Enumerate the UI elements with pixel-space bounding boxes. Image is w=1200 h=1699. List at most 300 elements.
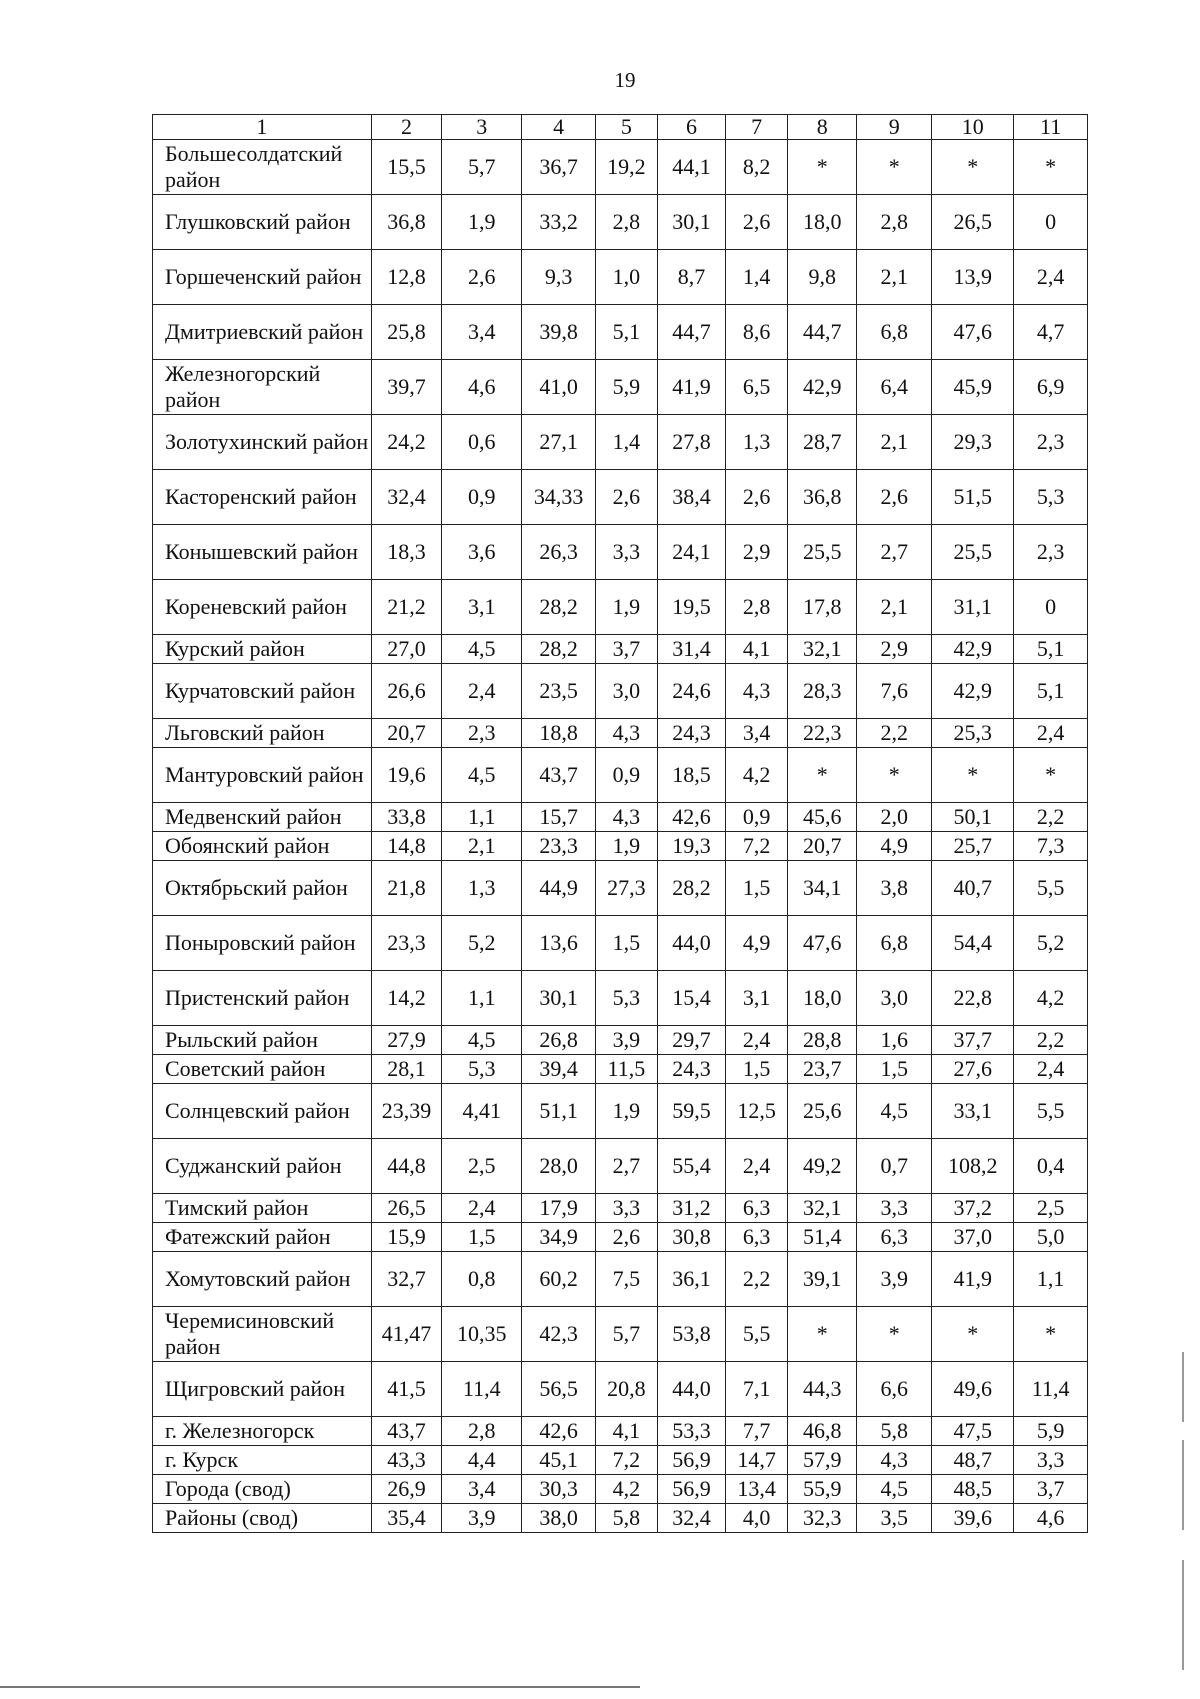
region-name-cell: Конышевский район xyxy=(153,525,372,580)
value-cell: 5,3 xyxy=(442,1055,522,1084)
value-cell: 3,9 xyxy=(442,1504,522,1533)
region-name-cell: г. Курск xyxy=(153,1446,372,1475)
value-cell: 6,9 xyxy=(1014,360,1088,415)
value-cell: 9,8 xyxy=(788,250,857,305)
value-cell: 53,3 xyxy=(657,1417,725,1446)
value-cell: 1,9 xyxy=(595,580,657,635)
value-cell: 2,4 xyxy=(442,664,522,719)
value-cell: 30,1 xyxy=(657,195,725,250)
value-cell: 2,4 xyxy=(1014,250,1088,305)
value-cell: 4,6 xyxy=(1014,1504,1088,1533)
value-cell: 6,3 xyxy=(857,1223,932,1252)
value-cell: 13,6 xyxy=(522,916,596,971)
value-cell: 6,4 xyxy=(857,360,932,415)
value-cell: 57,9 xyxy=(788,1446,857,1475)
region-name-cell: Пристенский район xyxy=(153,971,372,1026)
value-cell: 9,3 xyxy=(522,250,596,305)
value-cell: 39,6 xyxy=(932,1504,1014,1533)
value-cell: 25,5 xyxy=(788,525,857,580)
value-cell: 6,3 xyxy=(726,1223,788,1252)
value-cell: 44,8 xyxy=(371,1139,441,1194)
value-cell: 37,2 xyxy=(932,1194,1014,1223)
value-cell: * xyxy=(788,1307,857,1362)
value-cell: 26,9 xyxy=(371,1475,441,1504)
value-cell: 33,8 xyxy=(371,803,441,832)
value-cell: 2,6 xyxy=(442,250,522,305)
value-cell: 5,7 xyxy=(595,1307,657,1362)
value-cell: 25,6 xyxy=(788,1084,857,1139)
value-cell: 4,4 xyxy=(442,1446,522,1475)
value-cell: 26,5 xyxy=(371,1194,441,1223)
value-cell: 5,3 xyxy=(595,971,657,1026)
value-cell: 56,9 xyxy=(657,1446,725,1475)
value-cell: 32,1 xyxy=(788,1194,857,1223)
value-cell: 23,3 xyxy=(371,916,441,971)
region-name-cell: Фатежский район xyxy=(153,1223,372,1252)
value-cell: 38,4 xyxy=(657,470,725,525)
value-cell: * xyxy=(932,1307,1014,1362)
value-cell: 11,4 xyxy=(442,1362,522,1417)
value-cell: 24,3 xyxy=(657,719,725,748)
value-cell: 26,8 xyxy=(522,1026,596,1055)
value-cell: 3,4 xyxy=(442,305,522,360)
value-cell: 4,1 xyxy=(595,1417,657,1446)
value-cell: 20,8 xyxy=(595,1362,657,1417)
value-cell: 17,8 xyxy=(788,580,857,635)
value-cell: 23,5 xyxy=(522,664,596,719)
value-cell: 1,3 xyxy=(726,415,788,470)
value-cell: 3,0 xyxy=(595,664,657,719)
table-row xyxy=(153,1194,1088,1223)
table-row xyxy=(153,1504,1088,1533)
value-cell: 7,7 xyxy=(726,1417,788,1446)
value-cell: 48,7 xyxy=(932,1446,1014,1475)
value-cell: 44,3 xyxy=(788,1362,857,1417)
value-cell: 36,8 xyxy=(371,195,441,250)
column-number: 6 xyxy=(657,115,725,140)
value-cell: 31,1 xyxy=(932,580,1014,635)
value-cell: 25,3 xyxy=(932,719,1014,748)
value-cell: 2,2 xyxy=(1014,803,1088,832)
value-cell: 0,9 xyxy=(442,470,522,525)
value-cell: 1,5 xyxy=(857,1055,932,1084)
value-cell: 4,3 xyxy=(726,664,788,719)
value-cell: 39,8 xyxy=(522,305,596,360)
value-cell: 4,7 xyxy=(1014,305,1088,360)
value-cell: 27,8 xyxy=(657,415,725,470)
value-cell: 39,7 xyxy=(371,360,441,415)
value-cell: 2,1 xyxy=(857,250,932,305)
value-cell: 3,4 xyxy=(726,719,788,748)
value-cell: 44,7 xyxy=(788,305,857,360)
value-cell: 4,5 xyxy=(442,1026,522,1055)
value-cell: 33,1 xyxy=(932,1084,1014,1139)
value-cell: 13,9 xyxy=(932,250,1014,305)
table-row xyxy=(153,664,1088,719)
value-cell: 8,7 xyxy=(657,250,725,305)
value-cell: 2,9 xyxy=(857,635,932,664)
value-cell: 2,4 xyxy=(442,1194,522,1223)
table-row xyxy=(153,1252,1088,1307)
table-row xyxy=(153,195,1088,250)
value-cell: 59,5 xyxy=(657,1084,725,1139)
table-row xyxy=(153,748,1088,803)
value-cell: 5,5 xyxy=(726,1307,788,1362)
value-cell: 49,6 xyxy=(932,1362,1014,1417)
region-name-cell: Глушковский район xyxy=(153,195,372,250)
value-cell: 2,3 xyxy=(1014,415,1088,470)
value-cell: 2,1 xyxy=(442,832,522,861)
table-row xyxy=(153,1223,1088,1252)
value-cell: 30,8 xyxy=(657,1223,725,1252)
value-cell: 24,1 xyxy=(657,525,725,580)
value-cell: 5,3 xyxy=(1014,470,1088,525)
value-cell: 42,6 xyxy=(657,803,725,832)
value-cell: 37,7 xyxy=(932,1026,1014,1055)
value-cell: 54,4 xyxy=(932,916,1014,971)
value-cell: 1,9 xyxy=(442,195,522,250)
value-cell: * xyxy=(932,748,1014,803)
value-cell: 40,7 xyxy=(932,861,1014,916)
column-number: 1 xyxy=(153,115,372,140)
value-cell: 5,5 xyxy=(1014,861,1088,916)
value-cell: 3,7 xyxy=(595,635,657,664)
value-cell: 2,5 xyxy=(1014,1194,1088,1223)
value-cell: 39,1 xyxy=(788,1252,857,1307)
value-cell: 28,3 xyxy=(788,664,857,719)
table-row xyxy=(153,1446,1088,1475)
value-cell: 24,3 xyxy=(657,1055,725,1084)
value-cell: 11,4 xyxy=(1014,1362,1088,1417)
value-cell: 5,1 xyxy=(595,305,657,360)
region-name-cell: Горшеченский район xyxy=(153,250,372,305)
value-cell: 19,5 xyxy=(657,580,725,635)
value-cell: 32,7 xyxy=(371,1252,441,1307)
value-cell: 21,8 xyxy=(371,861,441,916)
value-cell: 7,3 xyxy=(1014,832,1088,861)
scan-edge-mark xyxy=(1182,1440,1184,1530)
value-cell: 38,0 xyxy=(522,1504,596,1533)
value-cell: 2,4 xyxy=(1014,719,1088,748)
value-cell: 2,5 xyxy=(442,1139,522,1194)
region-name-cell: Хомутовский район xyxy=(153,1252,372,1307)
value-cell: 28,2 xyxy=(657,861,725,916)
value-cell: 44,1 xyxy=(657,140,725,195)
column-number: 7 xyxy=(726,115,788,140)
table-row xyxy=(153,1026,1088,1055)
region-name-cell: Мантуровский район xyxy=(153,748,372,803)
value-cell: 4,5 xyxy=(857,1084,932,1139)
region-name-cell: Тимский район xyxy=(153,1194,372,1223)
value-cell: 27,6 xyxy=(932,1055,1014,1084)
value-cell: 5,1 xyxy=(1014,635,1088,664)
value-cell: 2,1 xyxy=(857,580,932,635)
value-cell: 3,9 xyxy=(857,1252,932,1307)
value-cell: 0,7 xyxy=(857,1139,932,1194)
region-name-cell: Советский район xyxy=(153,1055,372,1084)
value-cell: 26,3 xyxy=(522,525,596,580)
value-cell: 28,1 xyxy=(371,1055,441,1084)
value-cell: 55,9 xyxy=(788,1475,857,1504)
value-cell: 25,7 xyxy=(932,832,1014,861)
value-cell: 56,9 xyxy=(657,1475,725,1504)
value-cell: 3,1 xyxy=(442,580,522,635)
value-cell: 41,9 xyxy=(657,360,725,415)
value-cell: 2,8 xyxy=(442,1417,522,1446)
value-cell: 108,2 xyxy=(932,1139,1014,1194)
value-cell: 6,5 xyxy=(726,360,788,415)
region-name-cell: Железногорский район xyxy=(153,360,372,415)
value-cell: 5,2 xyxy=(1014,916,1088,971)
value-cell: 20,7 xyxy=(371,719,441,748)
table-row xyxy=(153,470,1088,525)
value-cell: 4,3 xyxy=(595,719,657,748)
value-cell: 7,6 xyxy=(857,664,932,719)
value-cell: 44,7 xyxy=(657,305,725,360)
value-cell: 42,9 xyxy=(788,360,857,415)
value-cell: 2,2 xyxy=(1014,1026,1088,1055)
table-row xyxy=(153,525,1088,580)
value-cell: * xyxy=(932,140,1014,195)
value-cell: 41,47 xyxy=(371,1307,441,1362)
value-cell: 1,1 xyxy=(442,803,522,832)
value-cell: 53,8 xyxy=(657,1307,725,1362)
column-number: 10 xyxy=(932,115,1014,140)
value-cell: 28,0 xyxy=(522,1139,596,1194)
value-cell: 31,4 xyxy=(657,635,725,664)
region-name-cell: Октябрьский район xyxy=(153,861,372,916)
value-cell: 5,5 xyxy=(1014,1084,1088,1139)
value-cell: 3,0 xyxy=(857,971,932,1026)
scan-edge-line xyxy=(0,1686,640,1688)
value-cell: 23,39 xyxy=(371,1084,441,1139)
value-cell: 51,1 xyxy=(522,1084,596,1139)
value-cell: 2,8 xyxy=(595,195,657,250)
value-cell: 5,9 xyxy=(595,360,657,415)
region-name-cell: Щигровский район xyxy=(153,1362,372,1417)
value-cell: 18,8 xyxy=(522,719,596,748)
value-cell: 1,4 xyxy=(726,250,788,305)
table-row xyxy=(153,1417,1088,1446)
value-cell: * xyxy=(857,140,932,195)
value-cell: 4,3 xyxy=(857,1446,932,1475)
value-cell: 0,6 xyxy=(442,415,522,470)
value-cell: 44,0 xyxy=(657,916,725,971)
value-cell: 49,2 xyxy=(788,1139,857,1194)
value-cell: 4,5 xyxy=(857,1475,932,1504)
value-cell: 2,9 xyxy=(726,525,788,580)
value-cell: 4,9 xyxy=(726,916,788,971)
value-cell: 20,7 xyxy=(788,832,857,861)
column-number: 3 xyxy=(442,115,522,140)
region-name-cell: Города (свод) xyxy=(153,1475,372,1504)
column-number: 2 xyxy=(371,115,441,140)
value-cell: 5,8 xyxy=(595,1504,657,1533)
table-row xyxy=(153,635,1088,664)
value-cell: 36,8 xyxy=(788,470,857,525)
value-cell: 27,0 xyxy=(371,635,441,664)
value-cell: 35,4 xyxy=(371,1504,441,1533)
value-cell: 5,9 xyxy=(1014,1417,1088,1446)
value-cell: 1,5 xyxy=(726,1055,788,1084)
value-cell: 27,9 xyxy=(371,1026,441,1055)
value-cell: 2,7 xyxy=(857,525,932,580)
value-cell: 6,6 xyxy=(857,1362,932,1417)
region-name-cell: Районы (свод) xyxy=(153,1504,372,1533)
column-number: 4 xyxy=(522,115,596,140)
value-cell: 23,7 xyxy=(788,1055,857,1084)
value-cell: 41,5 xyxy=(371,1362,441,1417)
value-cell: 27,1 xyxy=(522,415,596,470)
region-name-cell: Суджанский район xyxy=(153,1139,372,1194)
value-cell: 14,7 xyxy=(726,1446,788,1475)
value-cell: 18,0 xyxy=(788,195,857,250)
value-cell: 1,6 xyxy=(857,1026,932,1055)
value-cell: 3,6 xyxy=(442,525,522,580)
table-row xyxy=(153,719,1088,748)
table-row xyxy=(153,360,1088,415)
table-row xyxy=(153,916,1088,971)
value-cell: 15,7 xyxy=(522,803,596,832)
value-cell: 3,3 xyxy=(595,1194,657,1223)
table-row xyxy=(153,1362,1088,1417)
value-cell: 51,4 xyxy=(788,1223,857,1252)
value-cell: 0,8 xyxy=(442,1252,522,1307)
value-cell: 47,5 xyxy=(932,1417,1014,1446)
value-cell: 18,3 xyxy=(371,525,441,580)
region-name-cell: Поныровский район xyxy=(153,916,372,971)
table-row xyxy=(153,415,1088,470)
value-cell: 2,8 xyxy=(857,195,932,250)
value-cell: 14,2 xyxy=(371,971,441,1026)
value-cell: 32,3 xyxy=(788,1504,857,1533)
value-cell: 33,2 xyxy=(522,195,596,250)
value-cell: 5,1 xyxy=(1014,664,1088,719)
value-cell: 7,1 xyxy=(726,1362,788,1417)
value-cell: 42,9 xyxy=(932,635,1014,664)
value-cell: 30,3 xyxy=(522,1475,596,1504)
value-cell: 13,4 xyxy=(726,1475,788,1504)
value-cell: 29,7 xyxy=(657,1026,725,1055)
value-cell: 45,9 xyxy=(932,360,1014,415)
value-cell: 5,7 xyxy=(442,140,522,195)
value-cell: 44,0 xyxy=(657,1362,725,1417)
value-cell: 4,5 xyxy=(442,635,522,664)
value-cell: 6,8 xyxy=(857,305,932,360)
column-number: 9 xyxy=(857,115,932,140)
page-number: 19 xyxy=(614,68,636,92)
value-cell: 11,5 xyxy=(595,1055,657,1084)
value-cell: 24,2 xyxy=(371,415,441,470)
value-cell: 56,5 xyxy=(522,1362,596,1417)
value-cell: 24,6 xyxy=(657,664,725,719)
value-cell: 2,4 xyxy=(726,1139,788,1194)
value-cell: 42,9 xyxy=(932,664,1014,719)
value-cell: 3,7 xyxy=(1014,1475,1088,1504)
value-cell: 2,8 xyxy=(726,580,788,635)
value-cell: 32,1 xyxy=(788,635,857,664)
value-cell: 5,0 xyxy=(1014,1223,1088,1252)
value-cell: 4,2 xyxy=(595,1475,657,1504)
value-cell: 2,0 xyxy=(857,803,932,832)
value-cell: * xyxy=(788,140,857,195)
value-cell: 21,2 xyxy=(371,580,441,635)
region-name-cell: Курский район xyxy=(153,635,372,664)
value-cell: 4,5 xyxy=(442,748,522,803)
value-cell: 29,3 xyxy=(932,415,1014,470)
value-cell: 4,6 xyxy=(442,360,522,415)
value-cell: 2,6 xyxy=(857,470,932,525)
value-cell: * xyxy=(1014,748,1088,803)
table-row xyxy=(153,1055,1088,1084)
value-cell: 15,9 xyxy=(371,1223,441,1252)
value-cell: 6,3 xyxy=(726,1194,788,1223)
value-cell: 43,7 xyxy=(522,748,596,803)
value-cell: 48,5 xyxy=(932,1475,1014,1504)
value-cell: 34,33 xyxy=(522,470,596,525)
value-cell: * xyxy=(1014,140,1088,195)
value-cell: 36,1 xyxy=(657,1252,725,1307)
table-row xyxy=(153,861,1088,916)
value-cell: 2,7 xyxy=(595,1139,657,1194)
table-row xyxy=(153,1475,1088,1504)
value-cell: 5,8 xyxy=(857,1417,932,1446)
value-cell: 2,6 xyxy=(595,1223,657,1252)
value-cell: 55,4 xyxy=(657,1139,725,1194)
value-cell: 3,1 xyxy=(726,971,788,1026)
value-cell: 0 xyxy=(1014,195,1088,250)
value-cell: 15,4 xyxy=(657,971,725,1026)
value-cell: 41,0 xyxy=(522,360,596,415)
value-cell: 43,3 xyxy=(371,1446,441,1475)
value-cell: 45,6 xyxy=(788,803,857,832)
value-cell: 7,2 xyxy=(726,832,788,861)
value-cell: * xyxy=(857,748,932,803)
value-cell: 2,2 xyxy=(857,719,932,748)
table-row xyxy=(153,305,1088,360)
value-cell: 3,3 xyxy=(595,525,657,580)
value-cell: 12,5 xyxy=(726,1084,788,1139)
value-cell: 4,41 xyxy=(442,1084,522,1139)
value-cell: 1,5 xyxy=(442,1223,522,1252)
value-cell: 8,6 xyxy=(726,305,788,360)
scan-edge-mark xyxy=(1182,1352,1184,1422)
value-cell: 1,0 xyxy=(595,250,657,305)
value-cell: 25,5 xyxy=(932,525,1014,580)
value-cell: 28,2 xyxy=(522,635,596,664)
region-name-cell: Большесолдатский район xyxy=(153,140,372,195)
value-cell: 19,6 xyxy=(371,748,441,803)
value-cell: 15,5 xyxy=(371,140,441,195)
value-cell: 22,3 xyxy=(788,719,857,748)
value-cell: 3,4 xyxy=(442,1475,522,1504)
table-row xyxy=(153,832,1088,861)
value-cell: 7,2 xyxy=(595,1446,657,1475)
table-row xyxy=(153,250,1088,305)
value-cell: 22,8 xyxy=(932,971,1014,1026)
value-cell: 2,6 xyxy=(726,470,788,525)
column-number-row xyxy=(153,115,1088,140)
column-number: 5 xyxy=(595,115,657,140)
value-cell: 2,6 xyxy=(595,470,657,525)
statistics-table xyxy=(152,114,1088,1533)
column-number: 8 xyxy=(788,115,857,140)
value-cell: 0,9 xyxy=(595,748,657,803)
value-cell: 51,5 xyxy=(932,470,1014,525)
value-cell: 43,7 xyxy=(371,1417,441,1446)
value-cell: 28,2 xyxy=(522,580,596,635)
value-cell: 28,7 xyxy=(788,415,857,470)
